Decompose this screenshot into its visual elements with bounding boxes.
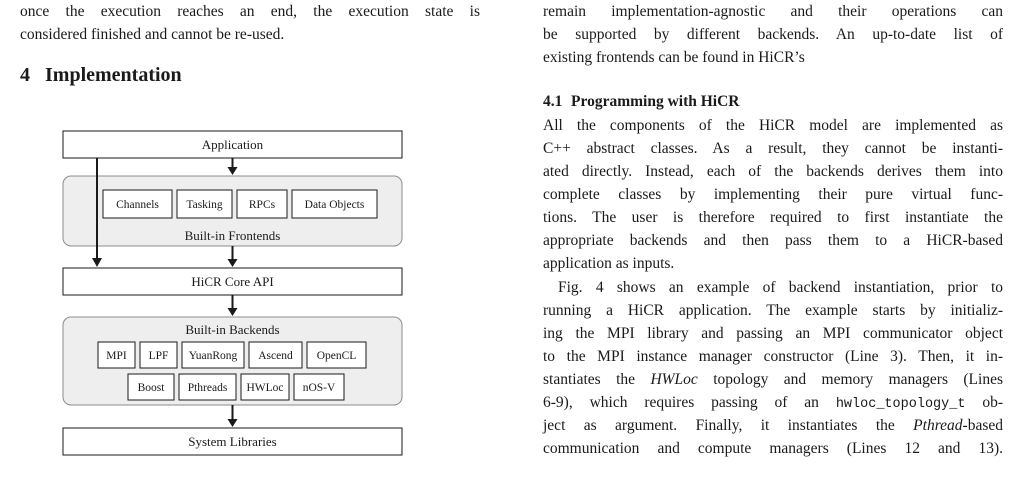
body-text-line: existing frontends can be found in HiCR’s: [543, 49, 805, 66]
body-text-line: communication and compute managers (Lines 12 and 13).: [543, 440, 1003, 457]
body-text-line: application as inputs.: [543, 255, 675, 272]
body-text-line: considered finished and cannot be re-used.: [20, 26, 285, 43]
frontends-group-label: Built-in Frontends: [184, 228, 281, 243]
backends-group-label: Built-in Backends: [185, 322, 280, 337]
body-text-line: tions. The user is therefore required to first instantiate the: [543, 209, 1003, 226]
frontend-label: Channels: [116, 199, 159, 211]
text-run: 6-9), which requires passing of an: [543, 394, 836, 411]
backend-label: Boost: [137, 382, 165, 394]
subsection-title: Programming with HiCR: [571, 93, 740, 110]
text-run: ject as argument. Finally, it instantiates the: [543, 417, 914, 434]
body-text-line: Fig. 4 shows an example of backend instantiation, prior to: [558, 279, 1003, 296]
backend-label: Pthreads: [187, 382, 228, 394]
backend-label: LPF: [148, 350, 169, 362]
body-text-line: running a HiCR application. The example starts by initializ-: [543, 302, 1003, 319]
frontend-label: RPCs: [248, 199, 276, 211]
body-text-line: [543, 394, 1003, 414]
frontend-label: Tasking: [186, 199, 223, 211]
body-text-line: ated directly. Instead, each of the backends derives them into: [543, 163, 1003, 180]
body-text-line: appropriate backends and then pass them to a HiCR-based: [543, 232, 1003, 249]
system-libraries-label: System Libraries: [188, 434, 277, 449]
subsection-number: 4.1: [543, 93, 563, 110]
application-label: Application: [201, 137, 264, 152]
backend-label: MPI: [106, 350, 127, 362]
italic-term: Pthread: [913, 417, 963, 434]
backend-label: nOS-V: [302, 382, 336, 394]
text-run: ob-: [965, 394, 1003, 411]
italic-term: HWLoc: [650, 371, 698, 388]
text-run: -based: [962, 417, 1003, 434]
arrow-application-to-frontends: [228, 158, 238, 175]
body-text-line: once the execution reaches an end, the execution state is: [20, 3, 480, 20]
backend-label: YuanRong: [188, 350, 238, 362]
body-text-line: [543, 371, 1003, 389]
backend-label: HWLoc: [246, 382, 284, 394]
text-run: topology and memory managers (Lines: [697, 371, 1003, 388]
body-text-line: remain implementation-agnostic and their operations can: [543, 3, 1003, 20]
backend-label: Ascend: [258, 350, 293, 362]
section-title: Implementation: [45, 64, 182, 86]
arrow-backends-to-system: [228, 405, 238, 427]
arrow-frontends-to-core: [228, 246, 238, 267]
body-text-line: complete classes by implementing their pure virtual func-: [543, 186, 1003, 203]
body-text-line: to the MPI instance manager constructor (Line 3). Then, it in-: [543, 348, 1003, 365]
section-number: 4: [20, 64, 30, 86]
body-text-line: ing the MPI library and passing an MPI communicator object: [543, 325, 1003, 342]
frontend-label: Data Objects: [304, 199, 365, 211]
core-api-label: HiCR Core API: [191, 274, 274, 289]
architecture-diagram: [0, 0, 480, 477]
body-text-line: C++ abstract classes. As a result, they cannot be instanti-: [543, 140, 1003, 157]
code-term: hwloc_topology_t: [835, 397, 966, 412]
body-text-line: be supported by different backends. An up-to-date list of: [543, 26, 1003, 43]
body-text-line: [543, 417, 1003, 435]
text-run: stantiates the: [543, 371, 651, 388]
body-text-line: All the components of the HiCR model are implemented as: [543, 117, 1003, 134]
backend-label: OpenCL: [316, 350, 357, 362]
arrow-core-to-backends: [228, 295, 238, 316]
